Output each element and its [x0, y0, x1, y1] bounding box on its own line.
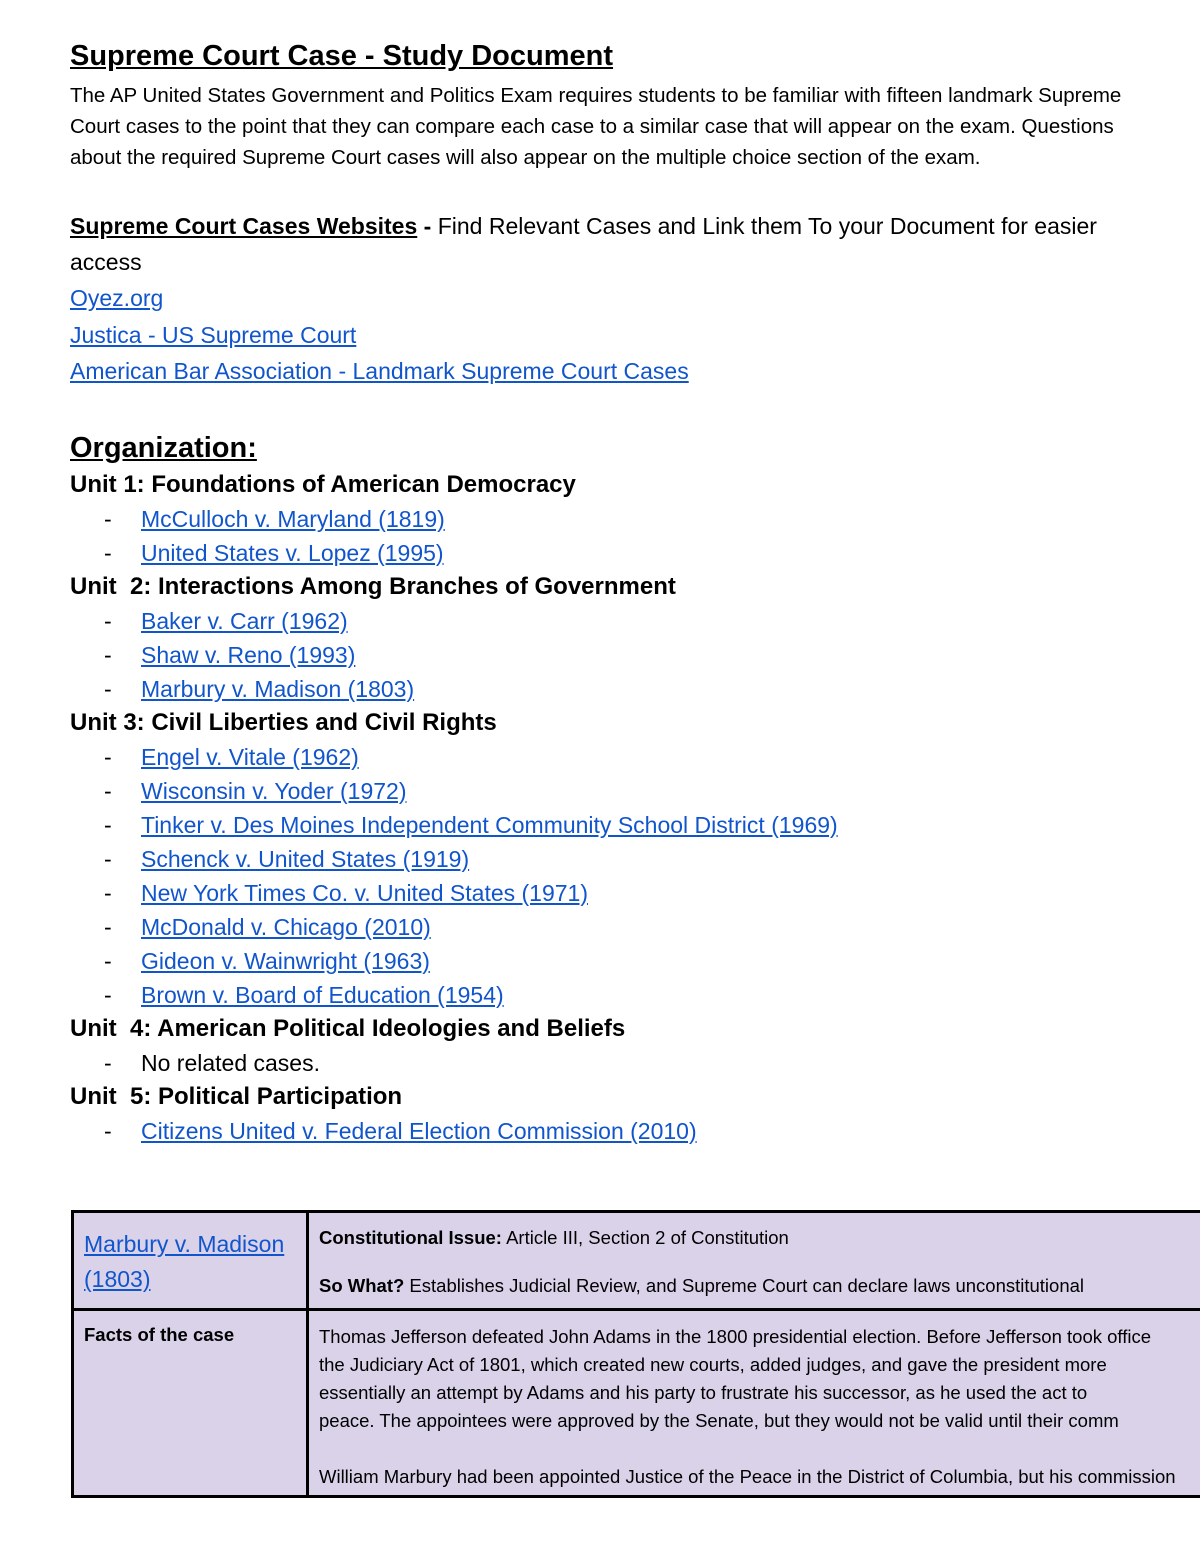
- link-aba[interactable]: American Bar Association - Landmark Supreme Court Cases: [70, 358, 689, 384]
- list-dash: -: [104, 1049, 112, 1076]
- table-case-link-marbury[interactable]: Marbury v. Madison (1803): [84, 1231, 285, 1292]
- unit-5-heading: Unit 5: Political Participation: [70, 1082, 403, 1110]
- case-link-mcdonald[interactable]: McDonald v. Chicago (2010): [141, 913, 431, 940]
- table-row: [73, 1212, 1200, 1310]
- facts-paragraph-2: William Marbury had been appointed Justice of the Peace in the District of Columbia, but his commission: [319, 1466, 1176, 1487]
- case-name-cell: [73, 1212, 308, 1310]
- constitutional-issue: [319, 1226, 1198, 1250]
- facts-paragraph-1: [319, 1323, 1198, 1435]
- facts-label-cell: [73, 1310, 308, 1497]
- list-item: [70, 536, 1200, 570]
- case-link-baker[interactable]: Baker v. Carr (1962): [141, 607, 348, 634]
- unit-4-heading: Unit 4: American Political Ideologies and Beliefs: [70, 1014, 626, 1042]
- intro-paragraph: The AP United States Government and Politics Exam requires students to be familiar with fifteen landmark Supreme Court cases to the point that they can compare each case to a similar case that will appear on the exam. Questions about the required Supreme Court cases will also appear on the multiple choice section of the exam.: [70, 84, 1122, 169]
- case-name-wrapper: [74, 1213, 306, 1308]
- list-dash: -: [104, 743, 112, 770]
- list-item: [70, 604, 1200, 638]
- list-dash: -: [104, 675, 112, 702]
- constitutional-issue-text: Article III, Section 2 of Constitution: [501, 1227, 789, 1248]
- case-link-tinker[interactable]: Tinker v. Des Moines Independent Community School District (1969): [141, 811, 838, 838]
- case-link-brown[interactable]: Brown v. Board of Education (1954): [141, 981, 504, 1008]
- list-dash: -: [104, 947, 112, 974]
- list-item: [70, 978, 1200, 1012]
- facts-label: Facts of the case: [84, 1324, 235, 1345]
- case-link-nyt[interactable]: New York Times Co. v. United States (1971): [141, 879, 588, 906]
- case-link-shaw[interactable]: Shaw v. Reno (1993): [141, 641, 356, 668]
- list-item: [70, 1114, 1200, 1148]
- case-link-marbury[interactable]: Marbury v. Madison (1803): [141, 675, 415, 702]
- no-cases-note: No related cases.: [141, 1049, 320, 1076]
- facts-line: the Judiciary Act of 1801, which created new courts, added judges, and gave the president more: [319, 1354, 1107, 1375]
- list-item: [70, 502, 1200, 536]
- websites-description: Find Relevant Cases and Link them To your Document for easier access: [70, 213, 1097, 275]
- unit-4-case-list: [70, 1046, 1200, 1080]
- case-link-gideon[interactable]: Gideon v. Wainwright (1963): [141, 947, 430, 974]
- document-title: Supreme Court Case - Study Document: [70, 40, 614, 72]
- list-dash: -: [104, 641, 112, 668]
- list-dash: -: [104, 845, 112, 872]
- list-dash: -: [104, 607, 112, 634]
- unit-5-case-list: [70, 1114, 1200, 1148]
- facts-line: peace. The appointees were approved by the Senate, but they would not be valid until their comm: [319, 1410, 1119, 1431]
- unit-1-case-list: [70, 502, 1200, 570]
- unit-3-heading: Unit 3: Civil Liberties and Civil Rights: [70, 708, 497, 736]
- list-dash: -: [104, 539, 112, 566]
- facts-content: [309, 1311, 1200, 1491]
- list-dash: -: [104, 1117, 112, 1144]
- list-dash: -: [104, 981, 112, 1008]
- list-item: [70, 910, 1200, 944]
- list-item: [70, 1046, 1200, 1080]
- so-what-label: So What?: [319, 1275, 405, 1296]
- list-dash: -: [104, 777, 112, 804]
- list-item: [70, 808, 1200, 842]
- list-item: [70, 774, 1200, 808]
- list-dash: -: [104, 913, 112, 940]
- link-justia[interactable]: Justica - US Supreme Court: [70, 321, 357, 348]
- organization-heading: Organization:: [70, 431, 257, 464]
- document-page: [70, 32, 1200, 1148]
- list-item: [70, 638, 1200, 672]
- facts-line: Thomas Jefferson defeated John Adams in the 1800 presidential election. Before Jefferson took office: [319, 1326, 1152, 1347]
- list-item: [70, 672, 1200, 706]
- list-item: [70, 876, 1200, 910]
- case-summary-table: [71, 1210, 1200, 1498]
- case-link-citizens-united[interactable]: Citizens United v. Federal Election Commission (2010): [141, 1117, 697, 1144]
- unit-3-case-list: [70, 740, 1200, 1012]
- facts-line: essentially an attempt by Adams and his party to frustrate his successor, as he used the act to: [319, 1382, 1088, 1403]
- issue-content: [309, 1213, 1200, 1298]
- list-dash: -: [104, 811, 112, 838]
- so-what: [319, 1274, 1198, 1298]
- facts-cell: [308, 1310, 1200, 1497]
- issue-cell: [308, 1212, 1200, 1310]
- case-link-lopez[interactable]: United States v. Lopez (1995): [141, 539, 444, 566]
- list-item: [70, 740, 1200, 774]
- unit-2-case-list: [70, 604, 1200, 706]
- unit-1-heading: Unit 1: Foundations of American Democracy: [70, 470, 576, 498]
- websites-separator: -: [417, 213, 438, 239]
- table-row: [73, 1310, 1200, 1497]
- so-what-text: Establishes Judicial Review, and Supreme Court can declare laws unconstitutional: [404, 1275, 1085, 1296]
- list-item: [70, 842, 1200, 876]
- link-oyez[interactable]: Oyez.org: [70, 285, 164, 311]
- case-link-engel[interactable]: Engel v. Vitale (1962): [141, 743, 359, 770]
- list-dash: -: [104, 505, 112, 532]
- websites-heading: Supreme Court Cases Websites: [70, 213, 418, 239]
- case-link-yoder[interactable]: Wisconsin v. Yoder (1972): [141, 777, 407, 804]
- case-link-schenck[interactable]: Schenck v. United States (1919): [141, 845, 470, 872]
- case-link-mcculloch[interactable]: McCulloch v. Maryland (1819): [141, 505, 445, 532]
- unit-2-heading: Unit 2: Interactions Among Branches of Government: [70, 572, 676, 600]
- list-item: [70, 944, 1200, 978]
- list-dash: -: [104, 879, 112, 906]
- constitutional-issue-label: Constitutional Issue:: [319, 1227, 502, 1248]
- websites-section: [70, 208, 1130, 280]
